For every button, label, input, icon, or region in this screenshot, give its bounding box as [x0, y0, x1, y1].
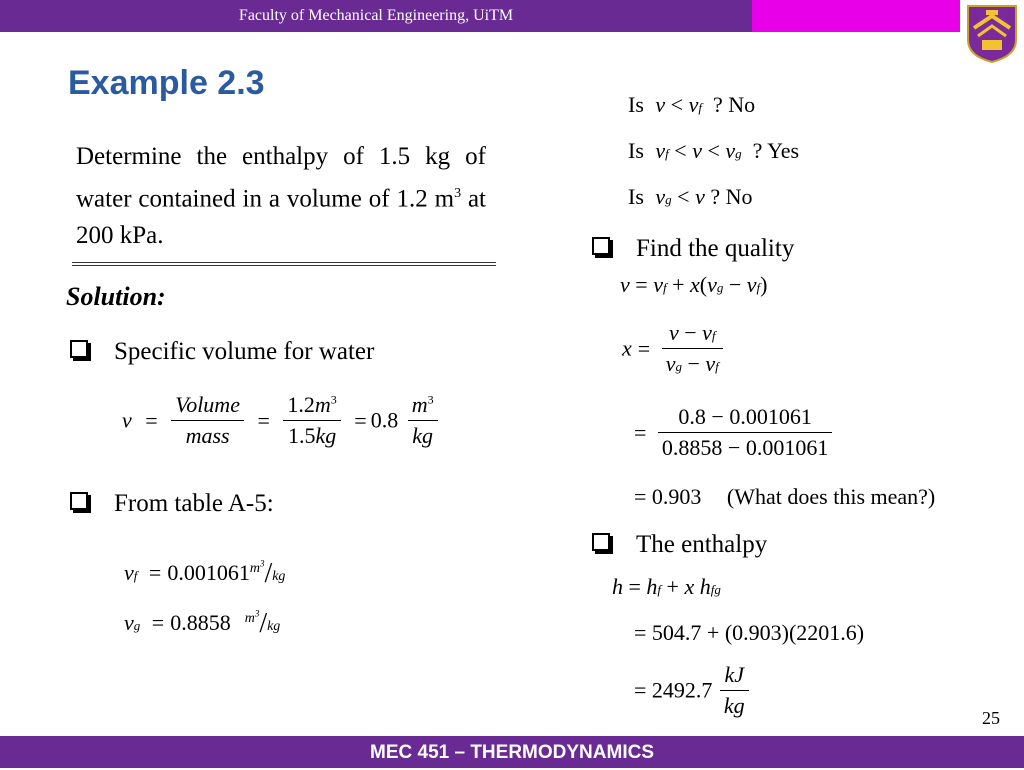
- uitm-logo-icon: [964, 2, 1020, 64]
- check-line-1: Is v < vf ? No: [628, 92, 756, 117]
- bullet-enthalpy: The enthalpy: [592, 531, 767, 559]
- header-accent-bar: [752, 0, 960, 32]
- quality-result: = 0.903 (What does this mean?): [634, 484, 936, 509]
- check-line-2: Is vf < v < vg ? Yes: [628, 138, 800, 163]
- page-number: 25: [982, 708, 1000, 728]
- specific-volume-equation: v = $\frac{\text{Volume}}{\text{mass}}$ = $\frac{1.2m^3}{1.5kg}$ = 0.8 $\frac{m^3}{kg}$: [122, 392, 438, 449]
- checkbox-bullet-icon: [70, 492, 88, 510]
- slide-title: Example 2.3: [68, 64, 265, 102]
- bullet-quality: Find the quality: [592, 235, 794, 263]
- enthalpy-result: = 2492.7 $\frac{kJ}{kg}$: [634, 662, 749, 719]
- vg-equation: vg = 0.8858 $^{m^3}$/kg: [124, 608, 281, 639]
- bullet-specific-volume: Specific volume for water: [70, 338, 374, 366]
- quality-definition-equation: v = vf + x(vg − vf): [620, 272, 768, 297]
- divider-line: [72, 265, 496, 266]
- bullet-table: From table A-5:: [70, 490, 274, 518]
- check-line-3: Is vg < v ? No: [628, 184, 753, 209]
- checkbox-bullet-icon: [592, 237, 610, 255]
- checkbox-bullet-icon: [592, 533, 610, 551]
- problem-statement: Determine the enthalpy of 1.5 kg of water contained in a volume of 1.2 $m^3$ at 200 kPa.: [76, 143, 487, 250]
- checkbox-bullet-icon: [70, 340, 88, 358]
- quality-formula: x = $\frac{v - vf}{vg - vf}$: [622, 320, 723, 377]
- enthalpy-substitution: = 504.7 + (0.903)(2201.6): [634, 620, 865, 645]
- quality-substitution: = $\frac{0.8 - 0.001061}{0.8858 - 0.001061}$: [634, 404, 832, 461]
- solution-label: Solution:: [66, 282, 166, 311]
- divider-line: [72, 262, 496, 263]
- header-title: Faculty of Mechanical Engineering, UiTM: [238, 7, 514, 24]
- footer-course-title: MEC 451 – THERMODYNAMICS: [370, 742, 654, 763]
- vf-equation: vf = $0.001061^{m^3}/kg$: [124, 558, 286, 589]
- enthalpy-formula: h = hf + x hfg: [612, 574, 721, 599]
